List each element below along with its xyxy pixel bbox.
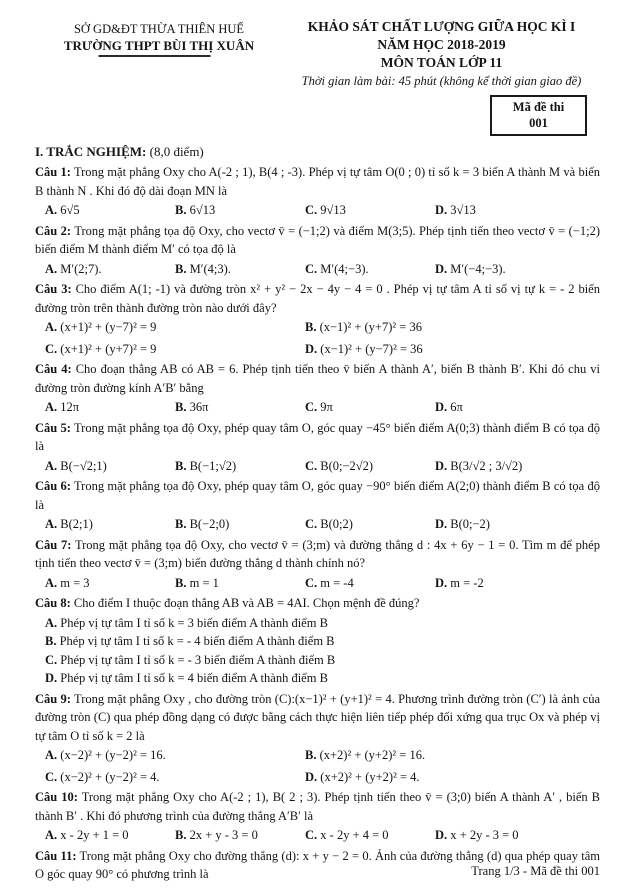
question-options — [35, 457, 600, 476]
question-label: Câu 1: — [35, 165, 71, 179]
question-label: Câu 5: — [35, 420, 71, 435]
question-3-option-D — [305, 340, 600, 359]
question-2 — [35, 222, 600, 279]
page-footer: Trang 1/3 - Mã đề thi 001 — [471, 864, 600, 878]
option-text: x + 2y - 3 = 0 — [450, 828, 519, 842]
option-text: B(0;−2) — [450, 517, 490, 531]
question-3 — [35, 280, 600, 358]
question-stem — [35, 690, 600, 746]
exam-title: KHẢO SÁT CHẤT LƯỢNG GIỮA HỌC KÌ I — [307, 19, 576, 34]
question-6-option-D — [435, 515, 600, 534]
option-text: 9π — [320, 400, 333, 414]
option-letter: B. — [175, 400, 190, 414]
option-text: 6π — [450, 400, 463, 414]
option-letter: B. — [175, 575, 190, 590]
question-4-option-D — [435, 398, 600, 417]
question-options — [35, 614, 600, 688]
question-options — [35, 260, 600, 279]
question-label: Câu 2: — [35, 223, 72, 238]
section-title-text: I. TRẮC NGHIỆM: — [35, 144, 147, 159]
question-label: Câu 7: — [35, 537, 72, 552]
option-text: M′(2;7). — [60, 261, 102, 276]
option-letter: C. — [305, 517, 321, 531]
option-text: m = 3 — [60, 575, 90, 590]
option-letter: D. — [435, 203, 451, 217]
question-text: Trong mặt phẳng Oxy cho A(-2 ; 1), B( 2 ; 3). Phép tịnh tiến theo v̄ = (3;0) biến A thành A′ , biến B thành B′ . Khi đó phương trình của đường thẳng A′B′ là — [35, 790, 600, 823]
option-letter: C. — [45, 769, 61, 784]
question-4 — [35, 360, 600, 417]
option-text: 6√5 — [60, 203, 80, 217]
question-label: Câu 10: — [35, 790, 78, 804]
school-name — [64, 38, 254, 57]
header-right — [283, 18, 600, 90]
question-text: Trong mặt phẳng tọa độ Oxy, cho vectơ v̄ = (3;m) và đường thẳng d : 4x + 6y − 1 = 0. Tìm m để phép tịnh tiến theo vectơ v̄ = (3;m) biến đường thẳng d thành chính nó? — [35, 537, 600, 570]
question-label: Câu 4: — [35, 362, 72, 376]
option-text: m = -4 — [320, 575, 354, 590]
option-letter: B. — [175, 261, 190, 276]
question-10-option-C — [305, 826, 435, 845]
question-stem — [35, 477, 600, 514]
question-1-option-C — [305, 201, 435, 220]
question-options — [35, 398, 600, 417]
option-text: 36π — [189, 400, 209, 414]
option-letter: D. — [435, 828, 451, 842]
question-2-option-C — [305, 260, 435, 279]
question-4-option-B — [175, 398, 305, 417]
option-letter: B. — [175, 203, 190, 217]
exam-code-box — [490, 95, 587, 136]
option-letter: B. — [305, 320, 320, 334]
school-year: NĂM HỌC 2018-2019 — [377, 37, 506, 52]
question-4-option-A — [45, 398, 175, 417]
question-1-option-B — [175, 201, 305, 220]
option-text: x - 2y + 4 = 0 — [320, 828, 389, 842]
question-1-option-D — [435, 201, 600, 220]
option-text: M′(−4;−3). — [450, 261, 506, 276]
question-10-option-B — [175, 826, 305, 845]
option-letter: C. — [305, 575, 321, 590]
option-letter: A. — [45, 748, 61, 762]
time-note: Thời gian làm bài: 45 phút (không kể thời gian giao đề) — [301, 74, 582, 88]
option-letter: A. — [45, 517, 61, 531]
option-text: Phép vị tự tâm I tỉ số k = - 3 biến điểm A thành điểm B — [60, 652, 336, 667]
option-text: (x+1)² + (y−7)² = 9 — [60, 320, 157, 334]
option-letter: D. — [435, 458, 451, 473]
question-options — [35, 515, 600, 534]
option-text: m = -2 — [450, 575, 484, 590]
question-9-option-A — [45, 746, 305, 765]
question-7-option-C — [305, 574, 435, 593]
option-letter: C. — [305, 458, 321, 473]
question-options — [35, 201, 600, 220]
option-letter: D. — [435, 261, 451, 276]
question-label: Câu 6: — [35, 479, 71, 493]
department-name: SỞ GD&ĐT THỪA THIÊN HUẾ — [73, 22, 245, 36]
option-text: x - 2y + 1 = 0 — [60, 828, 129, 842]
option-text: Phép vị tự tâm I tỉ số k = - 4 biến điểm A thành điểm B — [59, 634, 335, 648]
question-9-option-B — [305, 746, 600, 765]
question-text: Trong mặt phẳng Oxy cho A(-2 ; 1), B(4 ; -3). Phép vị tự tâm O(0 ; 0) tỉ số k = 3 biến A thành M và biến B thành N . Khi đó độ dài đoạn MN là — [35, 165, 600, 198]
option-letter: A. — [45, 400, 61, 414]
option-letter: C. — [305, 261, 321, 276]
question-7-option-A — [45, 574, 175, 593]
section-heading — [35, 144, 600, 160]
option-letter: B. — [175, 517, 190, 531]
question-7 — [35, 536, 600, 593]
question-5-option-B — [175, 457, 305, 476]
option-text: (x−2)² + (y−2)² = 16. — [60, 748, 166, 762]
school-name-text: TRƯỜNG THPT BÙI THỊ XUÂN — [63, 38, 255, 53]
question-6 — [35, 477, 600, 534]
question-7-option-D — [435, 574, 600, 593]
option-letter: C. — [305, 400, 321, 414]
question-8-option-A — [45, 614, 600, 633]
option-text: (x−2)² + (y−2)² = 4. — [60, 769, 160, 784]
question-stem — [35, 360, 600, 397]
question-9-option-C — [45, 768, 305, 787]
question-text: Cho điểm A(1; -1) và đường tròn x² + y² − 2x − 4y − 4 = 0 . Phép vị tự tâm A tỉ số vị tự k = - 2 biến đường tròn trên thành đường tròn nào dưới đây? — [35, 282, 600, 315]
question-6-option-B — [175, 515, 305, 534]
subject-line: MÔN TOÁN LỚP 11 — [380, 55, 503, 70]
option-text: B(2;1) — [60, 517, 93, 531]
question-stem — [35, 594, 600, 613]
question-8-option-D — [45, 669, 600, 688]
option-text: 6√13 — [189, 203, 216, 217]
question-7-option-B — [175, 574, 305, 593]
option-text: (x−1)² + (y+7)² = 36 — [319, 320, 422, 334]
question-stem — [35, 788, 600, 825]
question-9-option-D — [305, 768, 600, 787]
question-stem — [35, 280, 600, 317]
question-4-option-C — [305, 398, 435, 417]
question-5-option-D — [435, 457, 600, 476]
question-3-option-A — [45, 318, 305, 337]
question-3-option-C — [45, 340, 305, 359]
question-stem — [35, 419, 600, 456]
option-letter: D. — [435, 517, 451, 531]
option-letter: B. — [305, 748, 320, 762]
option-text: B(0;2) — [320, 517, 353, 531]
question-stem — [35, 222, 600, 259]
option-text: (x+2)² + (y+2)² = 16. — [319, 748, 426, 762]
question-label: Câu 3: — [35, 282, 72, 296]
exam-code-value: 001 — [529, 116, 548, 130]
option-letter: C. — [45, 341, 61, 356]
option-text: (x+1)² + (y+7)² = 9 — [60, 341, 157, 356]
question-10 — [35, 788, 600, 845]
option-text: m = 1 — [189, 575, 219, 590]
option-text: B(3/√2 ; 3/√2) — [450, 458, 523, 473]
question-8 — [35, 594, 600, 688]
option-text: 2x + y - 3 = 0 — [189, 828, 258, 842]
question-10-option-A — [45, 826, 175, 845]
question-stem — [35, 536, 600, 573]
section-points: (8,0 điểm) — [149, 144, 204, 159]
question-8-option-B — [45, 632, 600, 651]
option-text: B(−1;√2) — [189, 458, 237, 473]
option-text: (x−1)² + (y−7)² = 36 — [320, 341, 423, 356]
question-1-option-A — [45, 201, 175, 220]
exam-code-label: Mã đề thi — [512, 100, 565, 114]
question-label: Câu 8: — [35, 596, 71, 610]
question-2-option-D — [435, 260, 600, 279]
questions — [35, 163, 600, 884]
question-text: Trong mặt phẳng tọa độ Oxy, phép quay tâm O, góc quay −90° biến điểm A(2;0) thành điểm B có tọa độ là — [35, 479, 600, 512]
option-letter: A. — [45, 828, 61, 842]
question-5-option-C — [305, 457, 435, 476]
question-options — [35, 746, 600, 786]
option-letter: D. — [305, 769, 321, 784]
option-letter: D. — [305, 341, 321, 356]
question-2-option-A — [45, 260, 175, 279]
option-text: (x+2)² + (y+2)² = 4. — [320, 769, 420, 784]
option-text: Phép vị tự tâm I tỉ số k = 3 biến điểm A thành điểm B — [60, 615, 328, 630]
question-text: Cho đoạn thẳng AB có AB = 6. Phép tịnh tiến theo v̄ biến A thành A′, biến B thành B′. Khi đó chu vi đường tròn đường kính A′B′ bằng — [35, 362, 600, 395]
question-text: Cho điểm I thuộc đoạn thẳng AB và AB = 4AI. Chọn mệnh đề đúng? — [70, 596, 420, 610]
question-stem — [35, 163, 600, 200]
option-text: M′(4;3). — [189, 261, 231, 276]
option-letter: D. — [45, 671, 61, 685]
option-text: B(−√2;1) — [60, 458, 107, 473]
question-options — [35, 318, 600, 358]
question-9 — [35, 690, 600, 787]
question-text: Trong mặt phẳng tọa độ Oxy, phép quay tâm O, góc quay −45° biến điểm A(0;3) thành điểm B có tọa độ là — [35, 420, 600, 453]
option-letter: D. — [435, 575, 451, 590]
option-text: B(−2;0) — [189, 517, 230, 531]
question-options — [35, 826, 600, 845]
question-label: Câu 11: — [35, 848, 77, 863]
option-text: B(0;−2√2) — [320, 458, 374, 473]
question-5 — [35, 419, 600, 476]
question-label: Câu 9: — [35, 691, 71, 706]
option-letter: B. — [45, 634, 60, 648]
option-text: Phép vị tự tâm I tỉ số k = 4 biến điểm A thành điểm B — [60, 671, 328, 685]
option-letter: A. — [45, 575, 61, 590]
underline-decoration — [99, 55, 211, 57]
option-text: M′(4;−3). — [320, 261, 369, 276]
question-8-option-C — [45, 651, 600, 670]
option-letter: A. — [45, 320, 61, 334]
option-letter: A. — [45, 203, 61, 217]
option-letter: C. — [45, 652, 61, 667]
question-3-option-B — [305, 318, 600, 337]
option-text: 12π — [60, 400, 80, 414]
option-letter: A. — [45, 261, 61, 276]
option-text: 9√13 — [320, 203, 346, 217]
header-left — [35, 18, 283, 90]
option-text: 3√13 — [450, 203, 476, 217]
option-letter: B. — [175, 828, 190, 842]
question-text: Trong mặt phẳng tọa độ Oxy, cho vectơ v̄ = (−1;2) và điểm M(3;5). Phép tịnh tiến theo vectơ v̄ = (−1;2) biến điểm M thành điểm M′ có tọa độ là — [35, 223, 600, 256]
question-5-option-A — [45, 457, 175, 476]
question-text: Trong mặt phẳng Oxy cho đường thẳng (d): x + y − 2 = 0. Ảnh của đường thẳng (d) qua phép quay tâm O góc quay 90° có phương trình là — [35, 848, 601, 881]
question-2-option-B — [175, 260, 305, 279]
question-6-option-A — [45, 515, 175, 534]
option-letter: B. — [175, 458, 190, 473]
exam-header — [35, 18, 600, 90]
option-letter: D. — [435, 400, 451, 414]
question-1 — [35, 163, 600, 220]
option-letter: C. — [305, 203, 321, 217]
question-text: Trong mặt phẳng Oxy , cho đường tròn (C):(x−1)² + (y+1)² = 4. Phương trình đường tròn (C′) là ảnh của đường tròn (C) qua phép đồng dạng có được bằng cách thực hiện liên tiếp phép đối xứng qua trục Ox và phép vị tự tâm O tỉ số k = 2 là — [35, 691, 600, 743]
question-6-option-C — [305, 515, 435, 534]
question-options — [35, 574, 600, 593]
option-letter: C. — [305, 828, 321, 842]
question-10-option-D — [435, 826, 600, 845]
option-letter: A. — [45, 615, 61, 630]
option-letter: A. — [45, 458, 61, 473]
